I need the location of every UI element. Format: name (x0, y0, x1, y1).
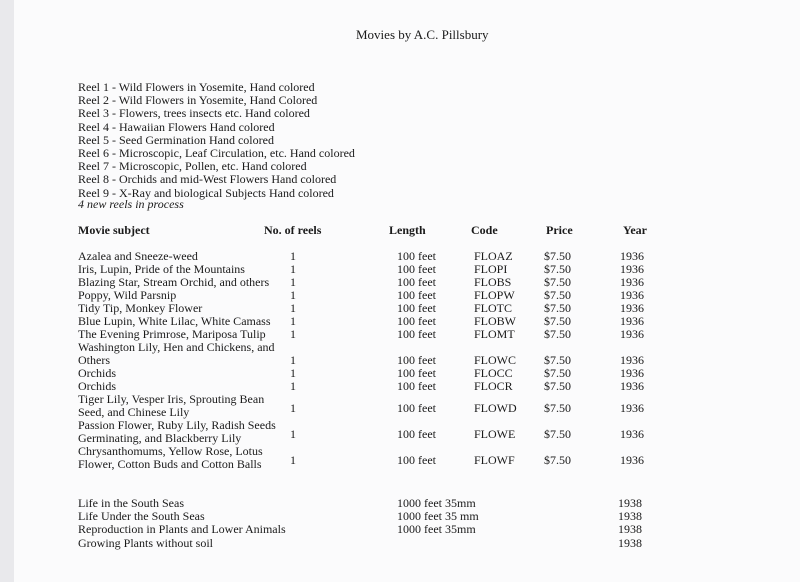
movie-year: 1936 (620, 453, 644, 467)
movie-code: FLOMT (474, 327, 515, 341)
movie-subject: Poppy, Wild Parsnip (78, 288, 177, 302)
other-movie-length: 1000 feet 35 mm (397, 509, 479, 524)
movie-subject: Iris, Lupin, Pride of the Mountains (78, 262, 245, 276)
movie-subject: Washington Lily, Hen and Chickens, and (78, 340, 275, 354)
reel-item: Reel 2 - Wild Flowers in Yosemite, Hand Colored (78, 93, 318, 108)
movie-year: 1936 (620, 379, 644, 393)
movie-length: 100 feet (397, 314, 436, 328)
movie-reels: 1 (290, 379, 296, 393)
movie-code: FLOCR (474, 379, 513, 393)
movie-code: FLOPW (474, 288, 515, 302)
movie-code: FLOWE (474, 427, 516, 441)
movie-subject: Germinating, and Blackberry Lily (78, 431, 242, 445)
movie-price: $7.50 (544, 401, 571, 415)
other-movie-year: 1938 (618, 522, 642, 537)
movie-length: 100 feet (397, 262, 436, 276)
movie-price: $7.50 (544, 288, 571, 302)
movie-reels: 1 (290, 288, 296, 302)
reel-item: Reel 5 - Seed Germination Hand colored (78, 132, 274, 147)
movie-year: 1936 (620, 249, 644, 263)
movie-year: 1936 (620, 427, 644, 441)
header-price: Price (546, 223, 573, 237)
header-code: Code (471, 223, 498, 237)
movie-price: $7.50 (544, 366, 571, 380)
other-movie-subject: Growing Plants without soil (78, 535, 214, 550)
movie-code: FLOBW (474, 314, 516, 328)
movie-subject: Passion Flower, Ruby Lily, Radish Seeds (78, 418, 276, 432)
movie-reels: 1 (290, 314, 296, 328)
reel-item: Reel 8 - Orchids and mid-West Flowers Hand colored (78, 172, 337, 187)
movie-reels: 1 (290, 327, 296, 341)
other-movie-length: 1000 feet 35mm (397, 522, 476, 537)
movie-length: 100 feet (397, 379, 436, 393)
movie-year: 1936 (620, 327, 644, 341)
movie-reels: 1 (290, 427, 296, 441)
movie-price: $7.50 (544, 427, 571, 441)
movie-subject: Chrysanthomums, Yellow Rose, Lotus (78, 444, 263, 458)
reels-note: 4 new reels in process (78, 197, 184, 211)
movie-code: FLOBS (474, 275, 512, 289)
movie-subject: Orchids (78, 366, 116, 380)
movie-length: 100 feet (397, 249, 436, 263)
movie-subject: Flower, Cotton Buds and Cotton Balls (78, 457, 262, 471)
movie-price: $7.50 (544, 275, 571, 289)
reel-item: Reel 9 - X-Ray and biological Subjects Hand colored (78, 185, 334, 200)
movie-subject: The Evening Primrose, Mariposa Tulip (78, 327, 266, 341)
movie-code: FLOTC (474, 301, 513, 315)
movie-subject: Azalea and Sneeze-weed (78, 249, 198, 263)
movie-year: 1936 (620, 262, 644, 276)
movie-price: $7.50 (544, 262, 571, 276)
movie-reels: 1 (290, 401, 296, 415)
movie-year: 1936 (620, 288, 644, 302)
other-movie-year: 1938 (618, 509, 642, 524)
movie-reels: 1 (290, 275, 296, 289)
movie-year: 1936 (620, 401, 644, 415)
header-no-of-reels: No. of reels (264, 223, 322, 237)
movie-price: $7.50 (544, 327, 571, 341)
movie-subject: Tidy Tip, Monkey Flower (78, 301, 203, 315)
other-movie-subject: Reproduction in Plants and Lower Animals (78, 522, 286, 537)
movie-reels: 1 (290, 249, 296, 263)
movie-code: FLOCC (474, 366, 513, 380)
header-movie-subject: Movie subject (78, 223, 150, 237)
movie-price: $7.50 (544, 453, 571, 467)
movie-subject: Blue Lupin, White Lilac, White Camass (78, 314, 271, 328)
reel-item: Reel 4 - Hawaiian Flowers Hand colored (78, 119, 275, 134)
movie-length: 100 feet (397, 366, 436, 380)
movie-year: 1936 (620, 314, 644, 328)
other-movie-subject: Life Under the South Seas (78, 509, 205, 524)
reel-item: Reel 3 - Flowers, trees insects etc. Hand colored (78, 106, 310, 121)
movie-code: FLOAZ (474, 249, 513, 263)
header-length: Length (389, 223, 426, 237)
movie-code: FLOPI (474, 262, 508, 276)
movie-length: 100 feet (397, 427, 436, 441)
movie-price: $7.50 (544, 249, 571, 263)
movie-price: $7.50 (544, 314, 571, 328)
movie-length: 100 feet (397, 288, 436, 302)
movie-price: $7.50 (544, 379, 571, 393)
reel-item: Reel 7 - Microscopic, Pollen, etc. Hand colored (78, 159, 307, 174)
other-movie-year: 1938 (618, 535, 642, 550)
other-movie-length: 1000 feet 35mm (397, 496, 476, 510)
movie-length: 100 feet (397, 353, 436, 367)
movie-reels: 1 (290, 262, 296, 276)
movie-code: FLOWF (474, 453, 515, 467)
movie-length: 100 feet (397, 401, 436, 415)
header-year: Year (623, 223, 647, 237)
movie-reels: 1 (290, 366, 296, 380)
movie-year: 1936 (620, 301, 644, 315)
movie-subject: Blazing Star, Stream Orchid, and others (78, 275, 270, 289)
movie-subject: Others (78, 353, 110, 367)
movie-length: 100 feet (397, 275, 436, 289)
scan-left-edge (0, 0, 14, 582)
movie-subject: Orchids (78, 379, 116, 393)
movie-reels: 1 (290, 301, 296, 315)
movie-price: $7.50 (544, 301, 571, 315)
movie-code: FLOWD (474, 401, 517, 415)
other-movie-subject: Life in the South Seas (78, 496, 184, 510)
page-title: Movies by A.C. Pillsbury (356, 27, 489, 42)
reel-item: Reel 1 - Wild Flowers in Yosemite, Hand colored (78, 80, 315, 94)
movie-subject: Seed, and Chinese Lily (78, 405, 190, 419)
movie-price: $7.50 (544, 353, 571, 367)
movie-year: 1936 (620, 366, 644, 380)
movie-length: 100 feet (397, 301, 436, 315)
movie-length: 100 feet (397, 453, 436, 467)
movie-reels: 1 (290, 453, 296, 467)
other-movie-year: 1938 (618, 496, 642, 510)
movie-code: FLOWC (474, 353, 516, 367)
movie-year: 1936 (620, 353, 644, 367)
movie-subject: Tiger Lily, Vesper Iris, Sprouting Bean (78, 392, 265, 406)
movie-length: 100 feet (397, 327, 436, 341)
movie-reels: 1 (290, 353, 296, 367)
movie-year: 1936 (620, 275, 644, 289)
reel-item: Reel 6 - Microscopic, Leaf Circulation, etc. Hand colored (78, 146, 355, 160)
document-page (14, 0, 800, 582)
